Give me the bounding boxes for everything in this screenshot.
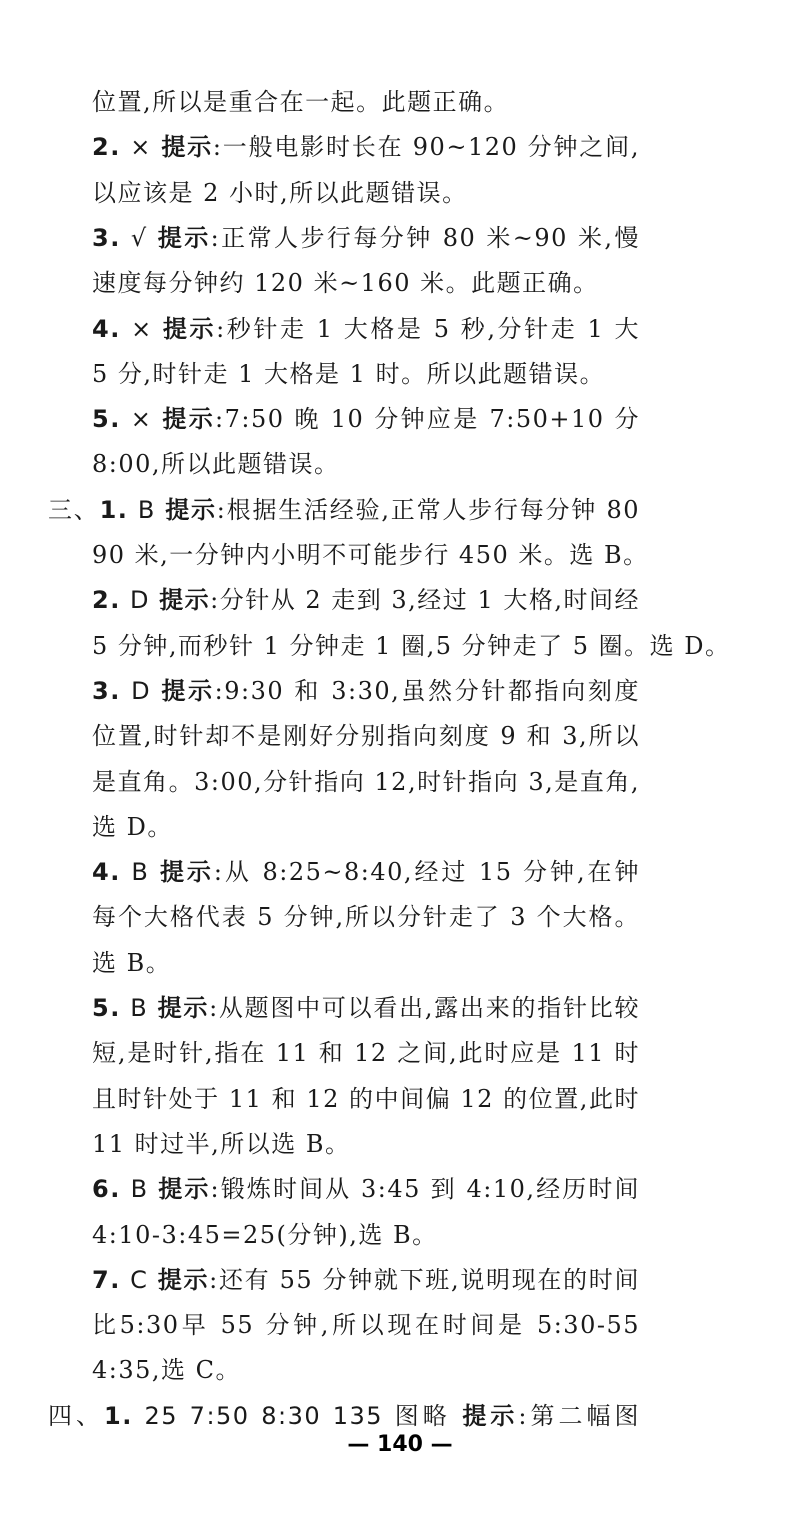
question-number: 4.	[92, 314, 121, 343]
line-text: 每个大格代表 5 分钟,所以分针走了 3 个大格。	[92, 903, 640, 932]
line-text: :从 8:25~8:40,经过 15 分钟,在钟	[213, 858, 640, 887]
text-line	[92, 177, 640, 209]
hint-label: 提示	[165, 495, 217, 524]
text-line	[92, 1037, 640, 1069]
answer-mark: ×	[130, 405, 153, 434]
question-number: 2.	[92, 586, 121, 615]
answer-line	[92, 131, 640, 163]
text-line	[92, 630, 731, 662]
answer-mark: √	[130, 223, 148, 252]
question-number: 3.	[92, 676, 121, 705]
answer-mark: B	[130, 1175, 149, 1204]
question-number: 4.	[92, 858, 121, 887]
line-text: 选 B。	[92, 948, 172, 977]
hint-label: 提示	[159, 586, 211, 615]
line-text: 位置,所以是重合在一起。此题正确。	[92, 88, 510, 116]
line-text: :还有 55 分钟就下班,说明现在的时间	[209, 1265, 640, 1294]
line-text: 且时针处于 11 和 12 的中间偏 12 的位置,此时	[92, 1084, 640, 1113]
line-text: 5 分,时针走 1 大格是 1 时。所以此题错误。	[92, 359, 606, 388]
answer-mark: ×	[131, 314, 153, 343]
section-label: 四、	[48, 1401, 105, 1430]
hint-label: 提示	[161, 133, 213, 162]
text-line	[92, 720, 640, 752]
answer-mark: D	[129, 586, 150, 615]
hint-label: 提示	[158, 1175, 211, 1204]
answer-line	[48, 494, 640, 526]
question-number: 7.	[92, 1265, 121, 1294]
hint-label: 提示	[162, 314, 217, 343]
answer-line	[48, 1400, 640, 1432]
answer-line	[92, 584, 640, 616]
text-line	[92, 1083, 640, 1115]
text-line	[92, 1309, 640, 1341]
line-text: 11 时过半,所以选 B。	[92, 1129, 351, 1158]
answer-mark: B	[130, 994, 149, 1022]
text-line	[92, 539, 649, 571]
line-text: :一般电影时长在 90~120 分钟之间,	[212, 133, 640, 162]
text-line	[92, 1219, 640, 1251]
line-text: 90 米,一分钟内小明不可能步行 450 米。选 B。	[92, 541, 649, 569]
line-text: 4:10-3:45=25(分钟),选 B。	[92, 1220, 438, 1249]
text-line	[92, 1354, 640, 1386]
line-text: 以应该是 2 小时,所以此题错误。	[92, 178, 468, 207]
line-text: :根据生活经验,正常人步行每分钟 80	[216, 495, 640, 524]
answer-line	[92, 675, 640, 707]
line-text: 短,是时针,指在 11 和 12 之间,此时应是 11 时	[92, 1039, 640, 1068]
question-number: 6.	[92, 1175, 121, 1204]
hint-label: 提示	[462, 1401, 519, 1430]
text-line	[92, 947, 640, 979]
text-line	[92, 86, 640, 118]
line-text: :第二幅图	[518, 1401, 640, 1430]
text-line	[92, 1128, 640, 1160]
hint-label: 提示	[157, 223, 211, 252]
text-line	[92, 901, 640, 933]
answer-mark: 25 7:50 8:30 135 图略	[144, 1401, 451, 1430]
line-text: :分针从 2 走到 3,经过 1 大格,时间经	[210, 586, 640, 615]
line-text: :锻炼时间从 3:45 到 4:10,经历时间	[210, 1175, 640, 1204]
answer-mark: D	[131, 676, 152, 705]
page-number: — 140 —	[347, 1432, 453, 1457]
line-text: 位置,时针却不是刚好分别指向刻度 9 和 3,所以	[92, 722, 640, 751]
text-line	[92, 358, 640, 390]
hint-label: 提示	[161, 676, 215, 705]
hint-label: 提示	[159, 858, 214, 887]
line-text: :9:30 和 3:30,虽然分针都指向刻度	[214, 676, 640, 705]
answer-line	[92, 1264, 640, 1296]
answer-mark: ×	[130, 133, 152, 162]
question-number: 5.	[92, 994, 121, 1022]
line-text: :从题图中可以看出,露出来的指针比较	[209, 994, 640, 1022]
question-number: 1.	[104, 1401, 133, 1430]
line-text: 5 分钟,而秒针 1 分钟走 1 圈,5 分钟走了 5 圈。选 D。	[92, 631, 731, 660]
line-text: 速度每分钟约 120 米~160 米。此题正确。	[92, 269, 599, 298]
answer-mark: B	[137, 495, 156, 524]
question-number: 1.	[99, 495, 129, 524]
answer-line	[92, 992, 640, 1024]
question-number: 3.	[92, 223, 121, 252]
question-number: 5.	[92, 405, 121, 434]
line-text: :正常人步行每分钟 80 米~90 米,慢	[210, 223, 640, 252]
hint-label: 提示	[162, 405, 216, 434]
section-label: 三、	[48, 495, 100, 524]
question-number: 2.	[92, 133, 121, 162]
text-line	[92, 448, 640, 480]
line-text: 4:35,选 C。	[92, 1356, 242, 1385]
line-text: 是直角。3:00,分针指向 12,时针指向 3,是直角,	[92, 767, 640, 796]
line-text: 比5:30早 55 分钟,所以现在时间是 5:30-55	[92, 1311, 640, 1340]
line-text: 8:00,所以此题错误。	[92, 450, 340, 479]
line-text: 选 D。	[92, 812, 173, 841]
answer-line	[92, 856, 640, 888]
text-line	[92, 811, 640, 843]
line-text: :7:50 晚 10 分钟应是 7:50+10 分	[215, 405, 640, 434]
answer-line	[92, 222, 640, 254]
text-line	[92, 267, 640, 299]
answer-line	[92, 1173, 640, 1205]
hint-label: 提示	[157, 1265, 210, 1294]
hint-label: 提示	[157, 994, 210, 1022]
line-text: :秒针走 1 大格是 5 秒,分针走 1 大	[216, 314, 640, 343]
answer-line	[92, 403, 640, 435]
answer-mark: C	[130, 1265, 149, 1294]
text-line	[92, 766, 640, 798]
answer-mark: B	[131, 858, 150, 887]
answer-line	[92, 313, 640, 345]
